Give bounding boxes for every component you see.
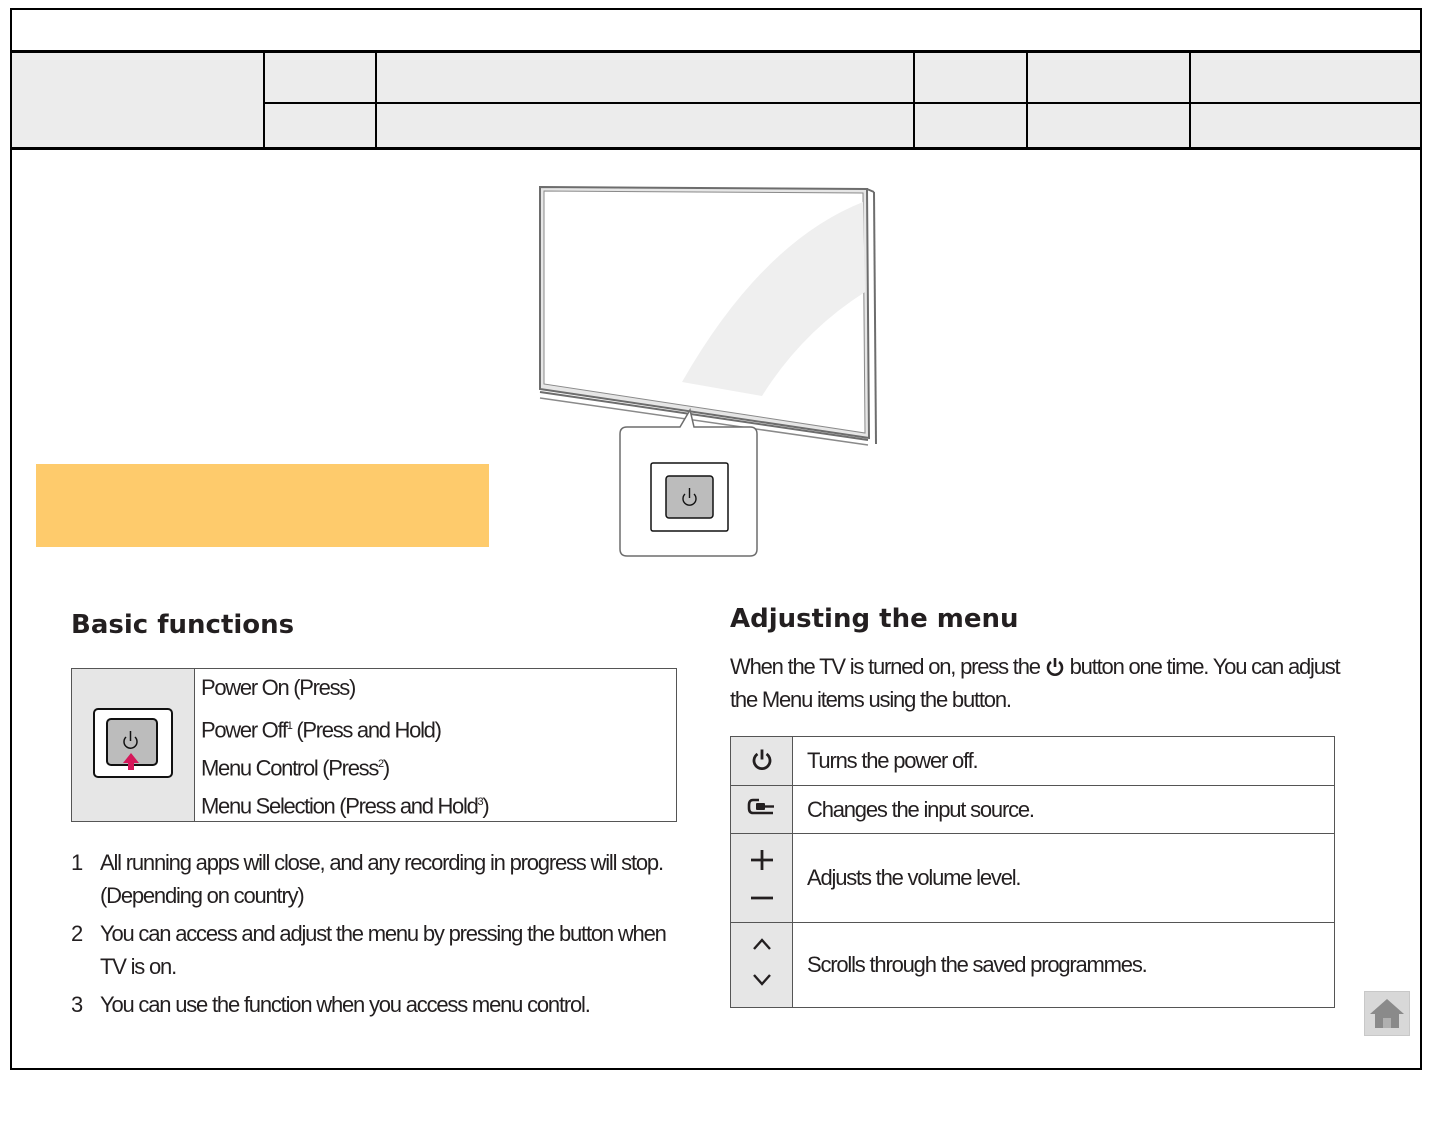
input-description: Changes the input source.	[793, 786, 1335, 834]
adjusting-menu-table	[730, 736, 1335, 1008]
menu-selection-item: Menu Selection (Press and Hold$^3$)	[201, 793, 489, 819]
channel-icon-cell	[731, 923, 793, 1008]
volume-description: Adjusts the volume level.	[793, 834, 1335, 923]
input-source-icon-cell	[731, 786, 793, 834]
footnote: 2 You can access and adjust the menu by pressing the button when TV is on.	[71, 921, 666, 979]
basic-functions-list	[195, 669, 677, 822]
footnotes	[71, 846, 681, 1026]
channel-description: Scrolls through the saved programmes.	[793, 923, 1335, 1008]
title-row	[12, 10, 1420, 53]
channel-icon	[747, 933, 777, 993]
header-grid	[12, 53, 1420, 150]
basic-functions-title: Basic functions	[71, 610, 295, 640]
adjusting-menu-title: Adjusting the menu	[730, 604, 1019, 634]
tv-illustration	[532, 182, 882, 567]
table-row	[731, 737, 1335, 786]
home-button[interactable]	[1364, 991, 1410, 1036]
basic-functions-table	[71, 668, 677, 822]
adjusting-menu-intro: When the TV is turned on, press the button one time. You can adjust the Menu items using the button.	[730, 654, 1340, 712]
power-button-cell	[72, 669, 195, 822]
input-source-icon	[747, 797, 777, 817]
home-icon	[1365, 992, 1409, 1035]
table-row	[731, 786, 1335, 834]
footnote: 3 You can use the function when you access menu control.	[71, 992, 590, 1017]
power-on-item: Power On (Press)	[201, 675, 356, 700]
volume-icon-cell	[731, 834, 793, 923]
power-icon	[1045, 657, 1065, 677]
power-description: Turns the power off.	[793, 737, 1335, 786]
menu-control-item: Menu Control (Press$^2$)	[201, 755, 389, 781]
power-off-item: Power Off$^1$ (Press and Hold)	[201, 717, 441, 743]
volume-icon	[747, 846, 777, 906]
highlight-callout	[36, 464, 489, 547]
power-icon	[751, 748, 773, 770]
table-row	[731, 923, 1335, 1008]
page-frame	[10, 8, 1422, 1070]
power-icon-cell	[731, 737, 793, 786]
table-row	[731, 834, 1335, 923]
footnote: 1 All running apps will close, and any recording in progress will stop. (Depending on country)	[71, 850, 663, 908]
power-button-press-icon	[92, 706, 174, 780]
